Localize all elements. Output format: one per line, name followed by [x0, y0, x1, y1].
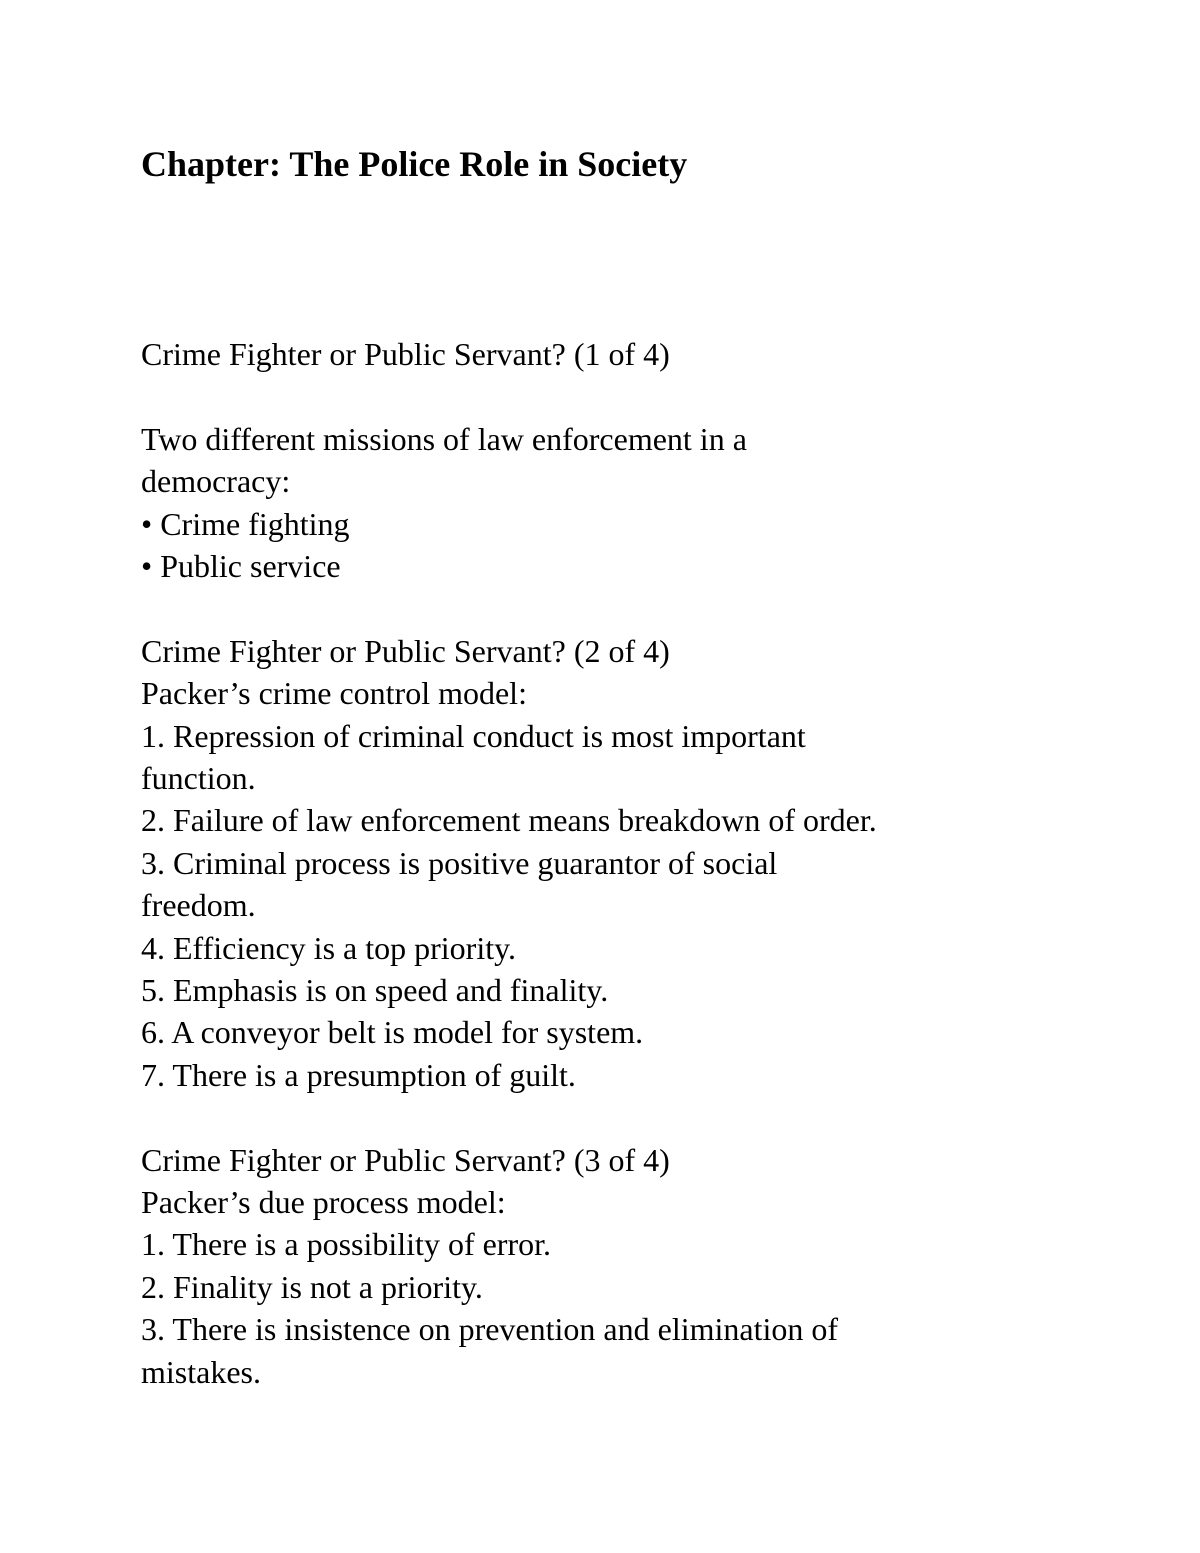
model-subheading: Packer’s crime control model: [141, 675, 527, 712]
list-line: 2. Finality is not a priority. [141, 1268, 483, 1305]
section-heading: Crime Fighter or Public Servant? (3 of 4) [141, 1141, 670, 1178]
list-line: 3. There is insistence on prevention and elimination of [141, 1311, 839, 1348]
list-line: 1. Repression of criminal conduct is most important [141, 717, 806, 754]
list-line: 3. Criminal process is positive guarantor of social [141, 844, 778, 881]
list-line: 5. Emphasis is on speed and finality. [141, 972, 609, 1009]
bullet-item: • Public service [141, 548, 341, 585]
paragraph-gap [141, 587, 1041, 629]
list-line: 7. There is a presumption of guilt. [141, 1056, 576, 1093]
list-line: function. [141, 760, 256, 797]
list-line: 1. There is a possibility of error. [141, 1226, 551, 1263]
section-heading: Crime Fighter or Public Servant? (1 of 4) [141, 336, 670, 372]
list-line: 6. A conveyor belt is model for system. [141, 1014, 644, 1051]
paragraph-gap [141, 375, 1041, 417]
model-subheading: Packer’s due process model: [141, 1184, 506, 1221]
bullet-item: • Crime fighting [141, 505, 350, 542]
list-line: 2. Failure of law enforcement means breakdown of order. [141, 802, 877, 839]
intro-line: Two different missions of law enforcement in a [141, 420, 747, 457]
paragraph-gap [141, 1096, 1041, 1138]
section-heading: Crime Fighter or Public Servant? (2 of 4) [141, 632, 670, 669]
list-line: freedom. [141, 887, 256, 924]
list-line: 4. Efficiency is a top priority. [141, 929, 517, 966]
list-line: mistakes. [141, 1353, 261, 1390]
intro-line: democracy: [141, 463, 291, 500]
chapter-title: Chapter: The Police Role in Society [141, 144, 688, 184]
document-body [141, 333, 1041, 1393]
